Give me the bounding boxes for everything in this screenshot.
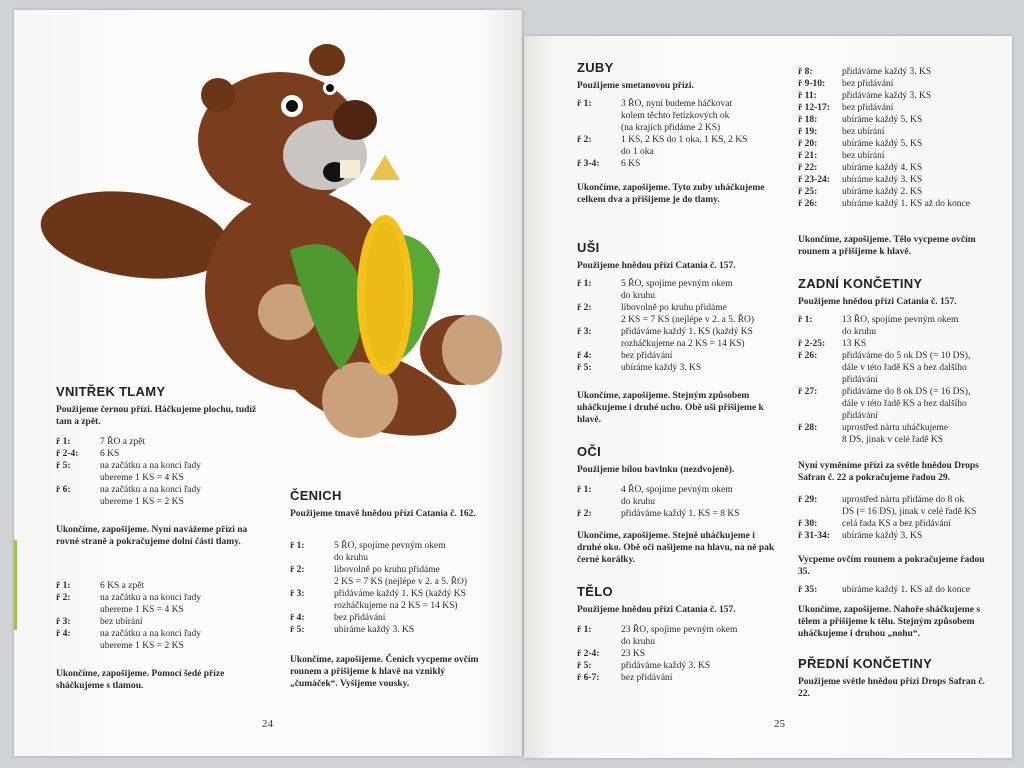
row-value: ubíráme každý 3. KS (842, 175, 923, 185)
row-key: ř 22: (798, 163, 818, 173)
instruction-row (56, 484, 286, 508)
instruction-row (798, 102, 998, 114)
row-list-vnitrek-1 (56, 436, 286, 508)
instruction-row (56, 460, 286, 484)
row-value: přidáváme každý 3. KS (842, 67, 932, 77)
instruction-row (577, 158, 777, 170)
section-note-zadni-mid: Nyní vyměníme přízi za světle hnědou Drops Safran č. 22 a pokračujeme řadou 29. (798, 461, 979, 483)
row-value: celá řada KS a bez přidávání (842, 519, 951, 529)
instruction-row (577, 660, 782, 672)
section-note-oci: Ukončíme, zapošijeme. Stejně uháčkujeme i druhé oko. Obě oči našijeme na hlavu, na ně pak černé korálky. (577, 531, 775, 565)
instruction-row (798, 150, 998, 162)
section-note-zadni: Ukončíme, zapošijeme. Nahoře sháčkujeme s tělem a přišijeme k tělu. Stejným způsobem uháčkujeme i druhou „nohu“. (798, 605, 981, 639)
instruction-row (577, 508, 782, 520)
instruction-row (290, 612, 500, 624)
section-note-usi: Ukončíme, zapošijeme. Stejným způsobem uháčkujeme i druhé ucho. Obě uši přišijeme k hlavě. (577, 391, 764, 425)
row-key: ř 21: (798, 151, 818, 161)
instruction-row (798, 338, 1003, 350)
instruction-row (56, 592, 286, 616)
row-key: ř 1: (798, 315, 813, 325)
row-key: ř 6: (56, 485, 71, 495)
instruction-row (798, 90, 998, 102)
row-value: ubíráme každý 1. KS až do konce (842, 199, 970, 209)
row-key: ř 3-4: (577, 159, 600, 169)
section-note-vnitrek-2: Ukončíme, zapošijeme. Pomocí šedé příze sháčkujeme s tlamou. (56, 669, 225, 691)
row-key: ř 27: (798, 387, 818, 397)
row-key: ř 23-24: (798, 175, 830, 185)
row-value: bez ubírání (842, 127, 885, 137)
row-key: ř 1: (577, 625, 592, 635)
row-value: ubíráme každý 5. KS (842, 139, 923, 149)
section-intro-oci: Použijeme bílou bavlnku (nezdvojeně). (577, 465, 735, 475)
row-key: ř 2: (577, 303, 592, 313)
row-key: ř 26: (798, 199, 818, 209)
row-value: 6 KS (621, 159, 641, 169)
row-key: ř 30: (798, 519, 818, 529)
instruction-row (577, 98, 777, 134)
row-value: na začátku a na konci řady ubereme 1 KS = 2 KS (100, 629, 202, 651)
row-key: ř 1: (577, 99, 592, 109)
instruction-row (290, 624, 500, 636)
instruction-row (56, 436, 286, 448)
section-title-zuby: ZUBY (577, 60, 614, 75)
instruction-row (577, 278, 782, 302)
instruction-row (798, 314, 1003, 338)
row-value: uprostřed nártu přidáme do 8 ok DS (= 16 DS), jinak v celé řadě KS (842, 495, 977, 517)
section-title-telo: TĚLO (577, 584, 613, 599)
row-key: ř 1: (56, 437, 71, 447)
row-key: ř 19: (798, 127, 818, 137)
row-value: ubíráme každý 4. KS (842, 163, 923, 173)
row-key: ř 1: (577, 485, 592, 495)
instruction-row (798, 126, 998, 138)
section-title-zadni: ZADNÍ KONČETINY (798, 276, 923, 291)
row-key: ř 29: (798, 495, 818, 505)
row-value: přidáváme do 5 ok DS (= 10 DS), dále v této řadě KS a bez dalšího přidávání (842, 351, 971, 385)
row-key: ř 8: (798, 67, 813, 77)
row-key: ř 2: (577, 135, 592, 145)
row-key: ř 4: (577, 351, 592, 361)
row-value: přidáváme do 8 ok DS (= 16 DS), dále v této řadě KS a bez dalšího přidávání (842, 387, 971, 421)
row-key: ř 12-17: (798, 103, 830, 113)
row-list-telo (577, 624, 782, 684)
section-note-cenich: Ukončíme, zapošijeme. Čenich vycpeme ovčím rounem a přišijeme k hlavě na vzniklý „čumáček“. Vyšijeme vousky. (290, 655, 479, 689)
row-value: bez přidávání (621, 673, 673, 683)
row-key: ř 4: (56, 629, 71, 639)
instruction-row (290, 540, 500, 564)
instruction-row (798, 386, 1003, 422)
instruction-row (577, 484, 782, 508)
row-key: ř 11: (798, 91, 817, 101)
section-intro-telo: Použijeme hnědou přízi Catania č. 157. (577, 605, 736, 615)
section-intro-zuby: Použijeme smetanovou přízi. (577, 81, 694, 91)
page-number-right: 25 (774, 718, 785, 730)
row-value: bez přidávání (334, 613, 386, 623)
section-title-cenich: ČENICH (290, 488, 342, 503)
row-list-telo-cont (798, 66, 998, 210)
row-value: bez ubírání (842, 151, 885, 161)
instruction-row (577, 350, 782, 362)
section-title-vnitrek: VNITŘEK TLAMY (56, 384, 166, 399)
row-value: 13 KS (842, 339, 867, 349)
section-intro-zadni: Použijeme hnědou přízi Catania č. 157. (798, 297, 957, 307)
row-key: ř 2-4: (56, 449, 79, 459)
row-key: ř 31-34: (798, 531, 830, 541)
instruction-row (798, 174, 998, 186)
row-value: 6 KS a zpět (100, 581, 145, 591)
instruction-row (798, 518, 1003, 530)
row-list-zadni-3 (798, 584, 1003, 596)
instruction-row (577, 134, 777, 158)
row-key: ř 5: (290, 625, 305, 635)
row-list-usi (577, 278, 782, 374)
row-value: ubíráme každý 3. KS (842, 531, 923, 541)
row-value: ubíráme každý 3. KS (334, 625, 415, 635)
row-key: ř 3: (56, 617, 71, 627)
row-value: ubíráme každý 1. KS až do konce (842, 585, 970, 595)
row-value: 5 ŘO, spojíme pevným okem do kruhu (334, 541, 446, 563)
row-value: ubíráme každý 5. KS (842, 115, 923, 125)
instruction-row (56, 628, 286, 652)
instruction-row (577, 326, 782, 350)
instruction-row (798, 198, 998, 210)
instruction-row (577, 302, 782, 326)
row-key: ř 2-4: (577, 649, 600, 659)
row-list-cenich (290, 540, 500, 636)
section-title-oci: OČI (577, 444, 602, 459)
instruction-row (290, 588, 500, 612)
row-value: 4 ŘO, spojíme pevným okem do kruhu (621, 485, 733, 507)
row-key: ř 1: (290, 541, 305, 551)
row-value: 6 KS (100, 449, 120, 459)
instruction-row (577, 362, 782, 374)
row-value: ubíráme každý 3. KS (621, 363, 702, 373)
row-value: bez přidávání (842, 79, 894, 89)
row-value: libovolně po kruhu přidáme 2 KS = 7 KS (nejlépe v 2. a 5. ŘO) (334, 565, 468, 587)
section-title-predni: PŘEDNÍ KONČETINY (798, 656, 933, 671)
section-note-zadni-mid2: Vycpeme ovčím rounem a pokračujeme řadou 35. (798, 555, 985, 577)
row-value: na začátku a na konci řady ubereme 1 KS = 4 KS (100, 593, 202, 615)
row-value: 23 ŘO, spojíme pevným okem do kruhu (621, 625, 738, 647)
row-value: bez přidávání (621, 351, 673, 361)
row-key: ř 28: (798, 423, 818, 433)
row-value: přidáváme každý 3. KS (842, 91, 932, 101)
row-key: ř 9-10: (798, 79, 826, 89)
section-intro-vnitrek: Použijeme černou přízi. Háčkujeme plochu, tudíž tam a zpět. (56, 405, 257, 427)
instruction-row (798, 422, 1003, 446)
row-value: na začátku a na konci řady ubereme 1 KS = 4 KS (100, 461, 202, 483)
section-intro-usi: Použijeme hnědou přízi Catania č. 157. (577, 261, 736, 271)
instruction-row (798, 114, 998, 126)
instruction-row (798, 162, 998, 174)
page-number-left: 24 (262, 718, 273, 730)
row-list-zuby (577, 98, 777, 170)
instruction-row (798, 350, 1003, 386)
row-key: ř 25: (798, 187, 818, 197)
row-key: ř 4: (290, 613, 305, 623)
section-title-usi: UŠI (577, 240, 600, 255)
row-key: ř 5: (56, 461, 71, 471)
row-key: ř 3: (577, 327, 592, 337)
row-value: bez ubírání (100, 617, 143, 627)
row-value: libovolně po kruhu přidáme 2 KS = 7 KS (nejlépe v 2. a 5. ŘO) (621, 303, 755, 325)
row-list-zadni (798, 314, 1003, 446)
instruction-row (798, 584, 1003, 596)
section-intro-cenich: Použijeme tmavě hnědou přízi Catania č. 162. (290, 509, 476, 519)
section-note-vnitrek-1: Ukončíme, zapošijeme. Nyní navážeme přízi na rovné straně a pokračujeme dolní části tlamy. (56, 525, 248, 547)
row-value: 13 ŘO, spojíme pevným okem do kruhu (842, 315, 959, 337)
row-key: ř 26: (798, 351, 818, 361)
instruction-row (290, 564, 500, 588)
section-intro-predni: Použijeme světle hnědou přízi Drops Safran č. 22. (798, 677, 985, 699)
row-value: uprostřed nártu uháčkujeme 8 DS, jinak v celé řadě KS (842, 423, 949, 445)
row-key: ř 1: (56, 581, 71, 591)
row-list-oci (577, 484, 782, 520)
row-value: přidáváme každý 1. KS (každý KS rozháčkujeme na 2 KS = 14 KS) (621, 327, 753, 349)
instruction-row (798, 66, 998, 78)
row-key: ř 2: (577, 509, 592, 519)
row-key: ř 18: (798, 115, 818, 125)
row-value: přidáváme každý 3. KS (621, 661, 711, 671)
instruction-row (56, 616, 286, 628)
instruction-row (56, 448, 286, 460)
row-key: ř 6-7: (577, 673, 600, 683)
row-key: ř 3: (290, 589, 305, 599)
row-key: ř 2-25: (798, 339, 826, 349)
row-value: bez přidávání (842, 103, 894, 113)
instruction-row (798, 78, 998, 90)
instruction-row (577, 672, 782, 684)
row-value: na začátku a na konci řady ubereme 1 KS = 2 KS (100, 485, 202, 507)
spine-tab (14, 540, 17, 630)
row-value: přidáváme každý 1. KS = 8 KS (621, 509, 740, 519)
section-note-zuby: Ukončíme, zapošijeme. Tyto zuby uháčkujeme celkem dva a přišijeme je do tlamy. (577, 183, 765, 205)
section-note-telo: Ukončíme, zapošijeme. Tělo vycpeme ovčím rounem a přišijeme k hlavě. (798, 235, 976, 257)
row-value: 23 KS (621, 649, 646, 659)
instruction-row (798, 138, 998, 150)
instruction-row (798, 494, 1003, 518)
row-value: 7 ŘO a zpět (100, 437, 146, 447)
row-list-vnitrek-2 (56, 580, 286, 652)
row-value: 1 KS, 2 KS do 1 oka, 1 KS, 2 KS do 1 oka (621, 135, 748, 157)
row-value: přidáváme každý 1. KS (každý KS rozháčkujeme na 2 KS = 14 KS) (334, 589, 466, 611)
row-key: ř 1: (577, 279, 592, 289)
row-list-zadni-2 (798, 494, 1003, 542)
row-key: ř 35: (798, 585, 818, 595)
row-key: ř 5: (577, 661, 592, 671)
row-value: 3 ŘO, nyní budeme háčkovat kolem těchto řetízkových ok (na krajích přidáme 2 KS) (621, 99, 733, 133)
instruction-row (56, 580, 286, 592)
row-value: ubíráme každý 2. KS (842, 187, 923, 197)
instruction-row (577, 624, 782, 648)
row-key: ř 20: (798, 139, 818, 149)
row-value: 5 ŘO, spojíme pevným okem do kruhu (621, 279, 733, 301)
instruction-row (798, 186, 998, 198)
instruction-row (798, 530, 1003, 542)
row-key: ř 5: (577, 363, 592, 373)
row-key: ř 2: (56, 593, 71, 603)
instruction-row (577, 648, 782, 660)
row-key: ř 2: (290, 565, 305, 575)
